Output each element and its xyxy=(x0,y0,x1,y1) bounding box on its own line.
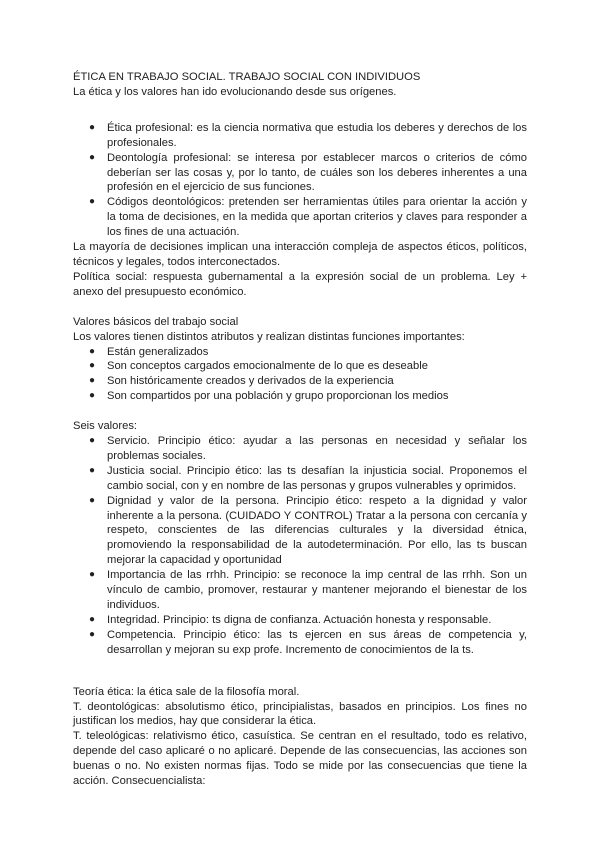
list-item: ● Competencia. Principio ético: las ts ejercen en sus áreas de competencia y, desarrollan y mejoran su exp profe. Incremento de conocimientos de la ts. xyxy=(89,628,527,656)
basic-values-list xyxy=(73,345,527,405)
bullet-icon: ● xyxy=(89,435,96,447)
list-item: ● Códigos deontológicos: pretenden ser herramientas útiles para orientar la acción y la toma de decisiones, en la medida que aportan criterios y claves para responder a los fines de una actuación. xyxy=(89,196,527,239)
list-item: ● Son compartidos por una población y grupo proporcionan los medios xyxy=(89,390,449,403)
basic-values-intro: Los valores tienen distintos atributos y realizan distintas funciones importantes: xyxy=(73,330,465,343)
definitions-list xyxy=(73,121,527,240)
bullet-icon: ● xyxy=(89,628,96,640)
bullet-icon: ● xyxy=(89,121,96,133)
social-policy-paragraph: Política social: respuesta gubernamental a la expresión social de un problema. Ley + anexo del presupuesto económico. xyxy=(73,270,527,298)
bullet-icon: ● xyxy=(89,360,96,372)
list-item: ● Importancia de las rrhh. Principio: se reconoce la imp central de las rrhh. Son un vínculo de cambio, promover, restaurar y mantener mejorando el bienestar de los individuos. xyxy=(89,569,527,611)
six-values-list xyxy=(73,434,527,658)
bullet-icon: ● xyxy=(89,464,96,476)
list-item: ● Son históricamente creados y derivados de la experiencia xyxy=(89,375,394,388)
list-item: ● Deontología profesional: se interesa por establecer marcos o criterios de cómo deberían ser las cosas y, por lo tanto, de cuáles son los deberes inherentes a una profesión en el ejercicio de sus funciones. xyxy=(89,151,527,194)
list-item: ● Son conceptos cargados emocionalmente de lo que es deseable xyxy=(89,360,428,373)
bullet-icon: ● xyxy=(89,494,96,506)
intro-text: La ética y los valores han ido evolucionando desde sus orígenes. xyxy=(73,85,397,98)
deontological-theories: T. deontológicas: absolutismo ético, principialistas, basados en principios. Los fines no justifican los medios, hay que considerar la ética. xyxy=(73,700,527,728)
teleological-theories: T. teleológicas: relativismo ético, casuística. Se centran en el resultado, todo es relativo, depende del caso aplicaré o no aplicaré. Depende de las consecuencias, las acciones son buenas o no. No existen normas fijas. Todo se mide por las consecuencias que tiene la acción. Consecuencialista: xyxy=(73,730,527,788)
bullet-icon: ● xyxy=(89,345,96,357)
bullet-icon: ● xyxy=(89,569,96,581)
list-item: ● Están generalizados xyxy=(89,345,209,358)
ethical-theory-intro: Teoría ética: la ética sale de la filosofía moral. xyxy=(73,685,300,698)
basic-values-heading: Valores básicos del trabajo social xyxy=(73,315,239,328)
list-item: ● Justicia social. Principio ético: las ts desafían la injusticia social. Proponemos el cambio social, con y en nombre de las personas y grupos vulnerables y oprimidos. xyxy=(89,464,527,492)
list-item: ● Integridad. Principio: ts digna de confianza. Actuación honesta y responsable. xyxy=(89,613,492,626)
list-item: ● Dignidad y valor de la persona. Principio ético: respeto a la dignidad y valor inherente a la persona. (CUIDADO Y CONTROL) Tratar a la persona con cercanía y respeto, conscientes de las diferencias culturales y la diversidad étnica, promoviendo la responsabilidad de la autodeterminación. Por ello, las ts buscan mejorar la capacidad y oportunidad xyxy=(89,494,527,567)
six-values-heading: Seis valores: xyxy=(73,420,138,433)
bullet-icon: ● xyxy=(89,390,96,402)
decisions-paragraph: La mayoría de decisiones implican una interacción compleja de aspectos éticos, políticos, técnicos y legales, todos interconectados. xyxy=(73,241,527,268)
bullet-icon: ● xyxy=(89,196,96,208)
bullet-icon: ● xyxy=(89,613,96,625)
document-title: ÉTICA EN TRABAJO SOCIAL. TRABAJO SOCIAL CON INDIVIDUOS xyxy=(73,71,421,83)
bullet-icon: ● xyxy=(89,375,96,387)
list-item: ● Servicio. Principio ético: ayudar a las personas en necesidad y señalar los problemas sociales. xyxy=(89,435,527,462)
list-item: ● Ética profesional: es la ciencia normativa que estudia los deberes y derechos de los profesionales. xyxy=(89,121,527,149)
bullet-icon: ● xyxy=(89,151,96,163)
